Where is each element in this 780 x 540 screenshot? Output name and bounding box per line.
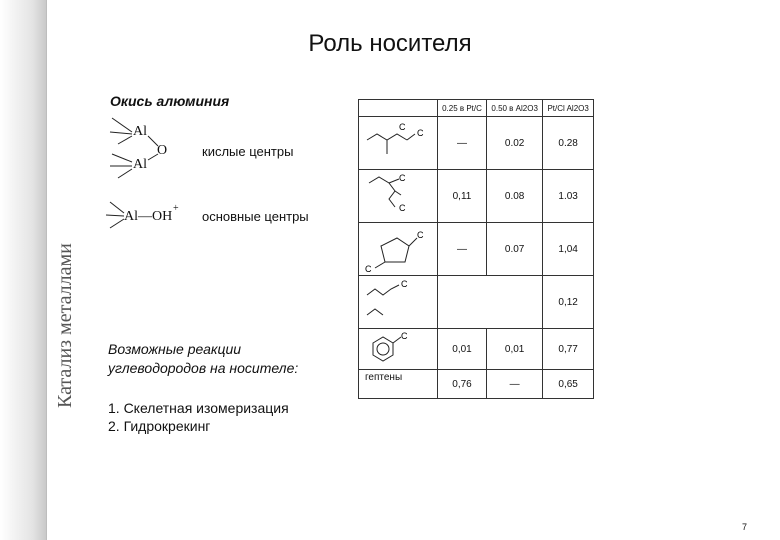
carbon-label: C	[399, 203, 406, 213]
al-atom-top: Al	[133, 124, 147, 139]
reactions-heading	[108, 340, 298, 378]
carbon-label: C	[417, 230, 424, 240]
carbon-label: C	[399, 122, 406, 132]
list-item: 2. Гидрокрекинг	[108, 418, 211, 434]
carbon-label: C	[365, 264, 372, 274]
oxygen-atom: O	[157, 143, 168, 158]
side-strip	[0, 0, 46, 540]
header-col-3: Pt/Cl Al2O3	[543, 100, 594, 117]
table-row	[359, 276, 594, 329]
header-col-1: 0.25 в Pt/C	[438, 100, 487, 117]
table-row	[359, 329, 594, 370]
table-cell: 0,77	[543, 329, 594, 370]
table-row	[359, 170, 594, 223]
table-cell: 0,12	[543, 276, 594, 329]
carbon-label: C	[401, 331, 408, 341]
header-col-2: 0.50 в Al2O3	[487, 100, 543, 117]
structure-cell	[359, 276, 438, 329]
slide-title: Роль носителя	[308, 30, 472, 57]
subtitle: Окись алюминия	[110, 93, 230, 109]
table-cell: —	[438, 223, 487, 276]
list-item: 1. Скелетная изомеризация	[108, 400, 289, 416]
table-cell: 0,76	[438, 370, 487, 399]
data-table	[358, 99, 594, 399]
side-divider	[46, 0, 47, 540]
page-number: 7	[742, 522, 748, 532]
table-row	[359, 370, 594, 399]
table-cell: 0,11	[438, 170, 487, 223]
table-cell: 0.28	[543, 117, 594, 170]
table-cell: 0,65	[543, 370, 594, 399]
chain-alkane-structure	[359, 277, 437, 327]
dimethyl-alkane-structure	[359, 171, 437, 221]
table-row	[359, 223, 594, 276]
reaction-list	[108, 399, 289, 435]
table-cell: 1,04	[543, 223, 594, 276]
charge-plus: +	[173, 203, 179, 214]
table-cell	[438, 276, 543, 329]
table-cell: —	[487, 370, 543, 399]
structure-cell	[359, 223, 438, 276]
table-header-row	[359, 100, 594, 117]
toluene-structure	[359, 329, 437, 369]
reactions-line-2: углеводородов на носителе:	[108, 360, 299, 376]
al-oh-group: Al—OH	[124, 209, 173, 224]
table-cell: 0,01	[438, 329, 487, 370]
structure-cell	[359, 370, 438, 399]
structure-cell	[359, 170, 438, 223]
table-cell: 0.08	[487, 170, 543, 223]
table-cell: —	[438, 117, 487, 170]
header-structure	[359, 100, 438, 117]
structure-cell	[359, 117, 438, 170]
structure-cell	[359, 329, 438, 370]
al-atom-bottom: Al	[133, 157, 147, 172]
table-cell: 0.07	[487, 223, 543, 276]
side-title: Катализ металлами	[54, 243, 76, 408]
branched-alkane-structure	[359, 118, 437, 168]
table-cell: 1.03	[543, 170, 594, 223]
cyclopentane-structure	[359, 224, 437, 274]
table-cell: 0,01	[487, 329, 543, 370]
carbon-label: C	[401, 279, 408, 289]
reactions-line-1: Возможные реакции	[108, 341, 242, 357]
heptenes-label: гептены	[365, 372, 403, 383]
acid-sites-label: кислые центры	[202, 144, 294, 159]
basic-sites-label: основные центры	[202, 209, 309, 224]
table-cell: 0.02	[487, 117, 543, 170]
carbon-label: C	[417, 128, 424, 138]
carbon-label: C	[399, 173, 406, 183]
table-row	[359, 117, 594, 170]
